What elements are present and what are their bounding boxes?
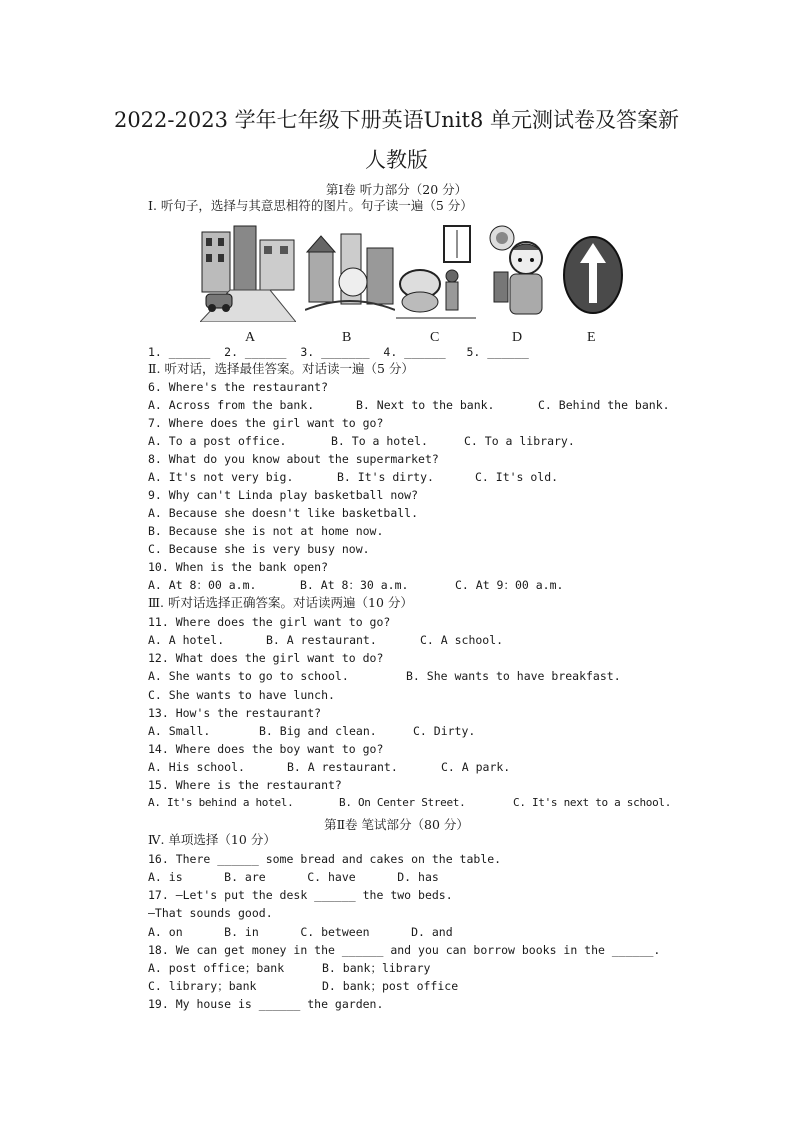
q18-option-a: A. post office；bank	[148, 961, 285, 975]
q10-option-c: C. At 9：00 a.m.	[455, 578, 564, 592]
picture-label-d: D	[512, 330, 523, 345]
q7-option-c: C. To a library.	[464, 434, 575, 448]
question-7: 7. Where does the girl want to go?	[148, 416, 384, 430]
street-scene-icon	[200, 222, 296, 322]
boy-thinking-icon	[486, 222, 550, 322]
question-15: 15. Where is the restaurant?	[148, 778, 342, 792]
q16-options: A. is B. are C. have D. has	[148, 870, 439, 884]
q11-option-a: A. A hotel.	[148, 633, 225, 647]
question-11: 11. Where does the girl want to go?	[148, 615, 391, 629]
q7-option-b: B. To a hotel.	[331, 434, 428, 448]
q14-option-a: A. His school.	[148, 760, 245, 774]
q8-option-c: C. It's old.	[475, 470, 559, 484]
part1-heading: 第Ⅰ卷 听力部分（20 分）	[325, 182, 468, 197]
q18-option-d: D. bank；post office	[322, 979, 459, 993]
question-14: 14. Where does the boy want to go?	[148, 742, 384, 756]
question-6: 6. Where's the restaurant?	[148, 380, 329, 394]
q13-option-a: A. Small.	[148, 724, 211, 738]
q13-option-b: B. Big and clean.	[259, 724, 377, 738]
q8-option-a: A. It's not very big.	[148, 470, 294, 484]
q18-option-c: C. library；bank	[148, 979, 257, 993]
question-18: 18. We can get money in the ______ and you can borrow books in the ______.	[148, 943, 661, 957]
question-16: 16. There ______ some bread and cakes on the table.	[148, 852, 502, 866]
q14-option-c: C. A park.	[441, 760, 511, 774]
answer-blanks: 1. ______ 2. ______ 3. _______ 4. ______ 5. ______	[148, 345, 529, 359]
question-10: 10. When is the bank open?	[148, 560, 329, 574]
kitchen-scene-icon	[396, 222, 476, 322]
q9-option-c: C. Because she is very busy now.	[148, 542, 370, 556]
sec4-instruction: Ⅳ. 单项选择（10 分）	[148, 832, 276, 847]
picture-label-c: C	[430, 330, 440, 345]
picture-label-b: B	[342, 330, 352, 345]
q13-option-c: C. Dirty.	[413, 724, 476, 738]
document-title: 2022-2023 学年七年级下册英语Unit8 单元测试卷及答案新	[113, 108, 680, 132]
question-12: 12. What does the girl want to do?	[148, 651, 384, 665]
q15-option-a: A. It's behind a hotel.	[148, 796, 294, 809]
q9-option-b: B. Because she is not at home now.	[148, 524, 384, 538]
q6-option-c: C. Behind the bank.	[538, 398, 670, 412]
go-straight-sign-icon	[562, 225, 624, 325]
q10-option-a: A. At 8：00 a.m.	[148, 578, 257, 592]
question-8: 8. What do you know about the supermarket?	[148, 452, 439, 466]
question-19: 19. My house is ______ the garden.	[148, 997, 384, 1011]
q8-option-b: B. It's dirty.	[337, 470, 434, 484]
q6-option-a: A. Across from the bank.	[148, 398, 315, 412]
q12-option-a: A. She wants to go to school.	[148, 669, 349, 683]
picture-label-e: E	[587, 330, 596, 345]
question-17: 17. —Let's put the desk ______ the two beds.	[148, 888, 453, 902]
sec1-instruction: Ⅰ. 听句子，选择与其意思相符的图片。句子读一遍（5 分）	[148, 198, 473, 213]
q18-option-b: B. bank；library	[322, 961, 431, 975]
q17-options: A. on B. in C. between D. and	[148, 925, 453, 939]
part2-heading: 第Ⅱ卷 笔试部分（80 分）	[324, 817, 469, 832]
q7-option-a: A. To a post office.	[148, 434, 287, 448]
sec3-instruction: Ⅲ. 听对话选择正确答案。对话读两遍（10 分）	[148, 595, 413, 610]
q15-option-c: C. It's next to a school.	[513, 796, 672, 809]
q11-option-c: C. A school.	[420, 633, 504, 647]
q6-option-b: B. Next to the bank.	[356, 398, 495, 412]
q17-reply: —That sounds good.	[148, 906, 273, 920]
q11-option-b: B. A restaurant.	[266, 633, 377, 647]
q15-option-b: B. On Center Street.	[339, 796, 466, 809]
document-title-continued: 人教版	[365, 148, 428, 172]
q9-option-a: A. Because she doesn't like basketball.	[148, 506, 419, 520]
q12-option-b: B. She wants to have breakfast.	[406, 669, 621, 683]
sec2-instruction: Ⅱ. 听对话，选择最佳答案。对话读一遍（5 分）	[148, 361, 414, 376]
q10-option-b: B. At 8：30 a.m.	[300, 578, 409, 592]
picture-label-a: A	[245, 330, 256, 345]
question-9: 9. Why can't Linda play basketball now?	[148, 488, 419, 502]
neighborhood-icon	[305, 222, 395, 322]
question-13: 13. How's the restaurant?	[148, 706, 322, 720]
q12-option-c: C. She wants to have lunch.	[148, 688, 335, 702]
q14-option-b: B. A restaurant.	[287, 760, 398, 774]
